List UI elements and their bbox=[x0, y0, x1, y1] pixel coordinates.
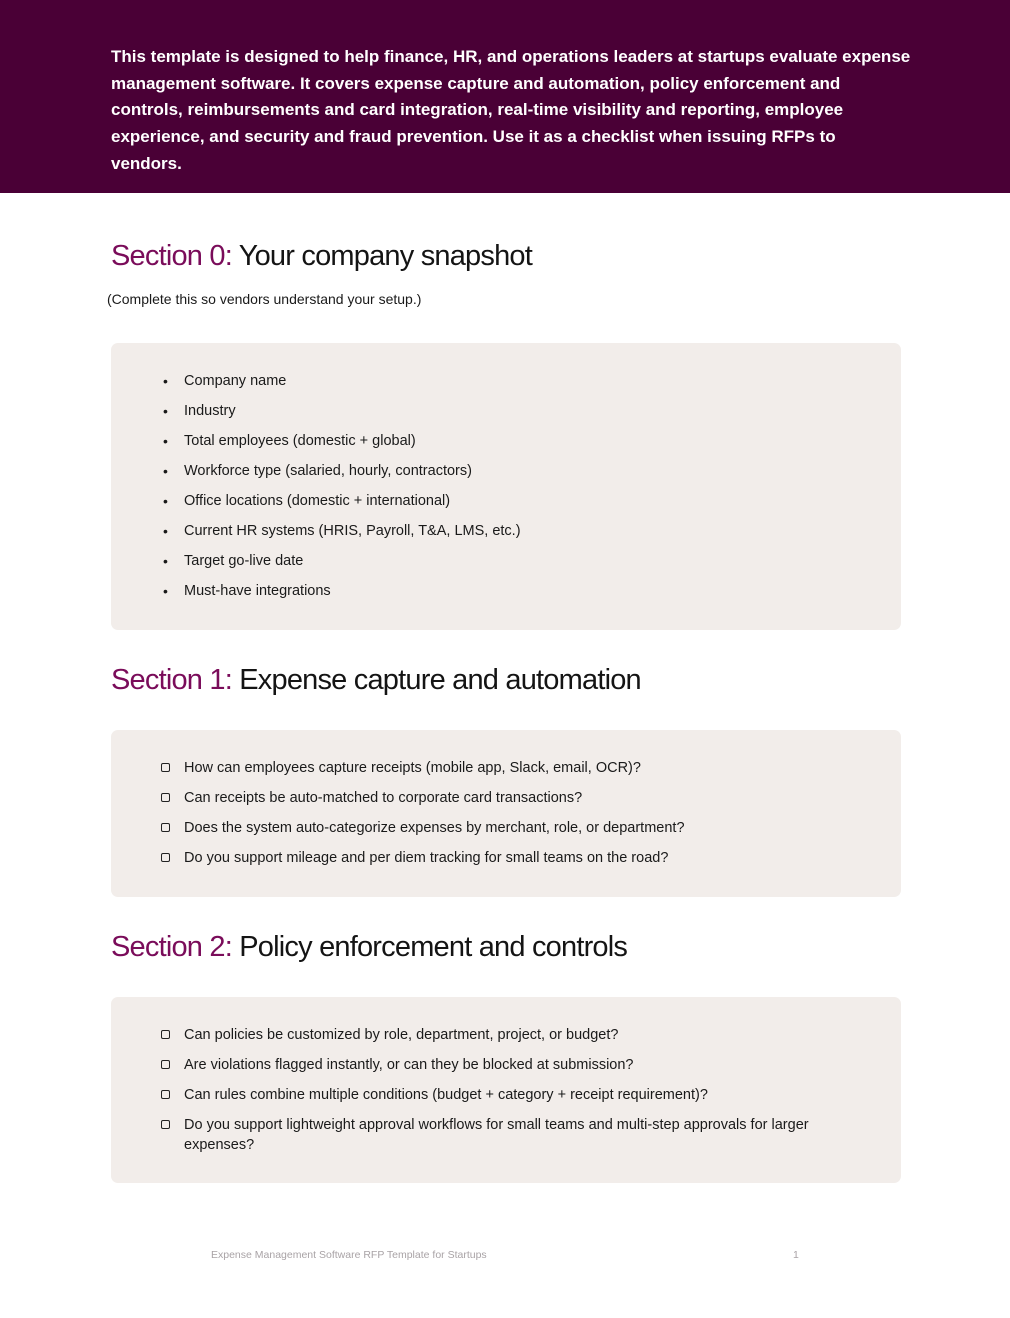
bullet-icon: • bbox=[163, 463, 168, 479]
section-2-checklist bbox=[161, 1025, 841, 1165]
checklist-item: How can employees capture receipts (mobile app, Slack, email, OCR)? bbox=[161, 758, 841, 778]
section-2-card bbox=[111, 997, 901, 1183]
checkbox-icon bbox=[161, 853, 170, 862]
checkbox-icon bbox=[161, 1060, 170, 1069]
list-item: • Workforce type (salaried, hourly, contractors) bbox=[163, 463, 472, 479]
section-1-card bbox=[111, 730, 901, 897]
checklist-item: Do you support lightweight approval workflows for small teams and multi-step approvals for larger expenses? bbox=[161, 1115, 841, 1155]
section-1-heading bbox=[111, 662, 641, 698]
footer-page-number: 1 bbox=[793, 1249, 799, 1261]
checkbox-icon bbox=[161, 1090, 170, 1099]
list-item: • Industry bbox=[163, 403, 236, 419]
checkbox-icon bbox=[161, 763, 170, 772]
list-item: • Office locations (domestic + international) bbox=[163, 493, 451, 509]
section-2-heading bbox=[111, 929, 627, 965]
bullet-icon: • bbox=[163, 553, 168, 569]
bullet-icon: • bbox=[163, 523, 168, 539]
checklist-item: Are violations flagged instantly, or can they be blocked at submission? bbox=[161, 1055, 841, 1075]
bullet-icon: • bbox=[163, 583, 168, 599]
section-0-title: Your company snapshot bbox=[238, 240, 532, 272]
checklist-item: Does the system auto-categorize expenses by merchant, role, or department? bbox=[161, 818, 841, 838]
checkbox-icon bbox=[161, 1120, 170, 1129]
checklist-item: Can receipts be auto-matched to corporate card transactions? bbox=[161, 788, 841, 808]
intro-banner bbox=[0, 0, 1010, 193]
section-2-title: Policy enforcement and controls bbox=[239, 931, 628, 963]
company-snapshot-list bbox=[161, 371, 841, 611]
section-1-title: Expense capture and automation bbox=[239, 664, 641, 696]
section-0-note: (Complete this so vendors understand your setup.) bbox=[107, 291, 422, 307]
list-item: • Target go-live date bbox=[163, 553, 304, 569]
list-item: • Current HR systems (HRIS, Payroll, T&A, LMS, etc.) bbox=[163, 523, 521, 539]
checkbox-icon bbox=[161, 1030, 170, 1039]
intro-text: This template is designed to help finance, HR, and operations leaders at startups evaluate expense management software. It covers expense capture and automation, policy enforcement and controls, reimbursements and card integration, real-time visibility and reporting, employee experience, and security and fraud prevention. Use it as a checklist when issuing RFPs to vendors. bbox=[111, 47, 911, 173]
footer-document-title: Expense Management Software RFP Template for Startups bbox=[211, 1249, 487, 1261]
checklist-item: Can rules combine multiple conditions (budget + category + receipt requirement)? bbox=[161, 1085, 841, 1105]
list-item: • Must-have integrations bbox=[163, 583, 331, 599]
bullet-icon: • bbox=[163, 403, 168, 419]
checklist-item: Can policies be customized by role, department, project, or budget? bbox=[161, 1025, 841, 1045]
list-item: • Total employees (domestic + global) bbox=[163, 433, 416, 449]
section-1-number: Section 1: bbox=[111, 664, 232, 696]
list-item: • Company name bbox=[163, 373, 287, 389]
bullet-icon: • bbox=[163, 373, 168, 389]
checkbox-icon bbox=[161, 793, 170, 802]
checklist-item: Do you support mileage and per diem tracking for small teams on the road? bbox=[161, 848, 841, 868]
section-0-card bbox=[111, 343, 901, 630]
section-2-number: Section 2: bbox=[111, 931, 232, 963]
bullet-icon: • bbox=[163, 493, 168, 509]
section-1-checklist bbox=[161, 758, 841, 878]
bullet-icon: • bbox=[163, 433, 168, 449]
checkbox-icon bbox=[161, 823, 170, 832]
section-0-number: Section 0: bbox=[111, 240, 232, 272]
section-0-heading bbox=[111, 238, 532, 274]
